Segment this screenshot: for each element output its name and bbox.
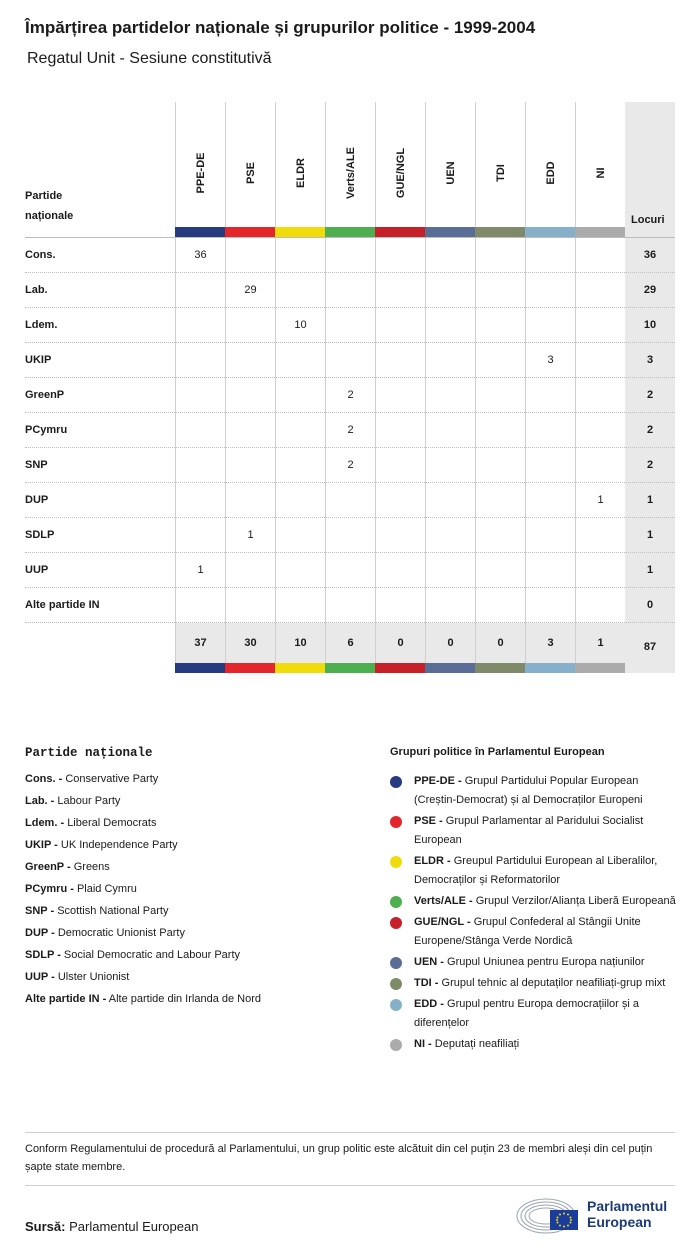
seat-cell [575,553,625,588]
seat-cell [575,413,625,448]
seat-cell [425,413,475,448]
top-colorbar-eldr [275,227,325,237]
seat-cell [175,483,225,518]
seat-cell [475,553,525,588]
party-legend-abbr: SDLP - [25,949,61,961]
group-legend-abbr: ELDR - [414,855,451,867]
bottom-colorbar-verts-ale [325,663,375,673]
row-total: 29 [643,284,657,296]
seat-cell [575,518,625,553]
row-total: 36 [643,249,657,261]
legend-dot-icon [390,816,402,828]
seat-cell [325,238,375,273]
seat-cell [325,308,375,343]
seat-cell [175,378,225,413]
bottom-colorbar-uen [425,663,475,673]
group-header-tdi [475,102,525,227]
parliament-emblem-icon [516,1197,582,1235]
parliament-logo [516,1196,680,1236]
seat-cell [175,308,225,343]
legend-dot-icon [390,1039,402,1051]
party-name: PCymru [25,424,68,436]
seat-cell [325,553,375,588]
seat-cell: 29 [225,273,275,308]
party-name: Alte partide IN [25,599,100,611]
party-legend-item [25,900,355,922]
group-legend-name: Grupul Parlamentar al Paridului Socialist European [414,815,644,846]
seat-cell [375,413,425,448]
seat-cell [325,343,375,378]
seat-cell [375,448,425,483]
table-row [25,238,675,273]
legend-dot-icon [390,999,402,1011]
page-subtitle: Regatul Unit - Sesiune constitutivă [27,50,272,67]
party-name: Lab. [25,284,48,296]
seat-cell [575,273,625,308]
party-legend-name: Alte partide din Irlanda de Nord [108,993,262,1005]
seat-cell [425,238,475,273]
party-legend-item [25,812,355,834]
group-header-label: GUE/NGL [394,147,407,199]
group-total: 0 [475,623,525,663]
legend-dot-icon [390,856,402,868]
group-total: 0 [425,623,475,663]
group-header-label: PSE [244,161,257,185]
table-row [25,343,675,378]
seat-cell [375,343,425,378]
seat-cell [375,308,425,343]
group-legend-name: Grupul tehnic al deputaților neafiliați-grup mixt [441,977,666,989]
seat-cell: 3 [525,343,575,378]
party-legend-abbr: Alte partide IN - [25,993,107,1005]
row-header-line2: naționale [25,210,74,222]
seat-cell [425,308,475,343]
group-legend-heading: Grupuri politice în Parlamentul European [390,746,605,758]
top-colorbar-ppe-de [175,227,225,237]
seat-cell [475,518,525,553]
party-legend-name: Plaid Cymru [76,883,137,895]
seat-cell: 1 [575,483,625,518]
seat-cell [375,518,425,553]
seat-cell [275,273,325,308]
seat-cell: 1 [225,518,275,553]
party-legend-abbr: UKIP - [25,839,58,851]
bottom-colorbar-pse [225,663,275,673]
party-legend-abbr: Ldem. - [25,817,65,829]
group-legend-name: Deputați neafiliați [434,1038,520,1050]
table-row [25,273,675,308]
group-total: 37 [175,623,225,663]
seat-cell [275,553,325,588]
row-total: 2 [646,424,654,436]
seat-cell [225,378,275,413]
row-total: 1 [646,494,654,506]
group-legend-abbr: NI - [414,1038,432,1050]
party-name: SNP [25,459,48,471]
group-header-ni [575,102,625,227]
group-legend-abbr: EDD - [414,998,444,1010]
seat-cell [275,238,325,273]
row-total: 1 [646,564,654,576]
group-legend-abbr: PSE - [414,815,443,827]
row-header-line1: Partide [25,190,63,202]
seat-cell [575,448,625,483]
legend-dot-icon [390,917,402,929]
seat-cell: 2 [325,378,375,413]
source-value: Parlamentul European [69,1219,199,1234]
seat-cell [175,588,225,623]
group-legend [390,746,680,1056]
seat-cell [425,378,475,413]
party-legend-item [25,768,355,790]
seat-cell [225,238,275,273]
seat-cell [175,413,225,448]
top-colorbar-pse [225,227,275,237]
group-header-uen [425,102,475,227]
group-legend-abbr: UEN - [414,956,444,968]
source-label: Sursă: [25,1219,66,1234]
party-legend-abbr: Lab. - [25,795,55,807]
row-total: 2 [646,459,654,471]
group-header-label: ELDR [294,158,307,188]
seat-cell [375,238,425,273]
party-legend-abbr: SNP - [25,905,55,917]
party-legend-name: Scottish National Party [57,905,169,917]
party-legend-item [25,856,355,878]
row-header [25,186,115,226]
party-legend-item [25,834,355,856]
seat-cell [275,448,325,483]
seat-cell [275,483,325,518]
group-header-pse [225,102,275,227]
group-total: 0 [375,623,425,663]
seat-cell [525,518,575,553]
page-title: Împărțirea partidelor naționale și grupurilor politice - 1999-2004 [25,18,536,37]
table-row [25,413,675,448]
table-row [25,308,675,343]
seat-cell [425,448,475,483]
top-colorbar-tdi [475,227,525,237]
note-divider-top [25,1132,675,1133]
table-row [25,378,675,413]
party-legend-abbr: UUP - [25,971,55,983]
seat-cell [325,273,375,308]
footnote: Conform Regulamentului de procedură al Parlamentului, un grup politic este alcătuit din cel puțin 23 de membri aleși din cel puțin șapte state membre. [25,1143,653,1173]
seat-cell [325,588,375,623]
table-row [25,448,675,483]
group-legend-name: Grupul Partidului Popular European (Creștin-Democrat) și al Democraților Europeni [414,775,643,806]
seat-cell [525,378,575,413]
seat-cell [375,483,425,518]
group-total: 3 [525,623,575,663]
party-name: SDLP [25,529,55,541]
group-legend-abbr: PPE-DE - [414,775,462,787]
seat-cell [425,483,475,518]
group-legend-item [390,974,680,993]
bottom-colorbar-gue-ngl [375,663,425,673]
group-legend-name: Greupul Partidului European al Liberalilor, Democraților și Reformatorilor [414,855,658,886]
party-legend-abbr: Cons. - [25,773,63,785]
seat-cell [575,378,625,413]
party-legend-abbr: GreenP - [25,861,71,873]
seat-cell [225,448,275,483]
seat-cell: 2 [325,413,375,448]
group-header-label: PPE-DE [194,152,207,194]
party-name: DUP [25,494,49,506]
seat-cell [475,588,525,623]
bottom-colorbar-tdi [475,663,525,673]
legend-dot-icon [390,896,402,908]
group-total: 6 [325,623,375,663]
group-total: 1 [575,623,625,663]
seat-cell [375,553,425,588]
seat-cell [575,588,625,623]
seat-cell [275,343,325,378]
seat-cell [375,273,425,308]
party-legend-name: UK Independence Party [60,839,178,851]
group-legend-name: Grupul pentru Europa democrațiilor și a diferențelor [414,998,639,1029]
party-legend-item [25,922,355,944]
seat-cell [475,273,525,308]
row-total: 3 [646,354,654,366]
note-divider-bottom [25,1185,675,1186]
row-total: 10 [643,319,657,331]
group-header-ppe-de [175,102,225,227]
seat-cell [225,308,275,343]
seat-cell [425,553,475,588]
table-row [25,588,675,623]
seat-cell [475,483,525,518]
seat-cell [525,413,575,448]
group-header-label: TDI [494,164,507,182]
party-legend-abbr: PCymru - [25,883,74,895]
bottom-colorbar-edd [525,663,575,673]
group-legend-name: Grupul Confederal al Stângii Unite Europene/Stânga Verde Nordică [414,916,641,947]
seat-cell [575,343,625,378]
party-name: Cons. [25,249,56,261]
party-legend-item [25,878,355,900]
party-legend-heading: Partide naționale [25,746,153,760]
party-name: UKIP [25,354,52,366]
party-legend-name: Liberal Democrats [67,817,157,829]
party-legend-name: Democratic Unionist Party [57,927,185,939]
logo-line2: European [587,1214,652,1230]
table-row [25,553,675,588]
group-header-verts-ale [325,102,375,227]
logo-line1: Parlamentul [587,1198,668,1214]
source [25,1219,198,1234]
seat-cell [475,378,525,413]
group-legend-abbr: GUE/NGL - [414,916,471,928]
seat-cell [225,413,275,448]
seat-cell: 36 [175,238,225,273]
top-colorbar-gue-ngl [375,227,425,237]
top-colorbar-uen [425,227,475,237]
top-colorbar-ni [575,227,625,237]
party-legend-name: Greens [73,861,110,873]
seat-cell [175,273,225,308]
seat-cell [275,413,325,448]
seat-cell [575,238,625,273]
party-legend-item [25,790,355,812]
seat-cell [525,553,575,588]
group-header-label: UEN [444,161,457,185]
group-legend-item [390,852,680,890]
party-legend-name: Social Democratic and Labour Party [63,949,241,961]
group-legend-item [390,812,680,850]
group-header-gue-ngl [375,102,425,227]
seat-cell [525,273,575,308]
group-legend-abbr: Verts/ALE - [414,895,473,907]
row-total: 0 [646,599,654,611]
group-total: 30 [225,623,275,663]
bottom-colorbar-ppe-de [175,663,225,673]
seat-cell [375,378,425,413]
top-colorbar-verts-ale [325,227,375,237]
seat-cell [525,483,575,518]
group-legend-abbr: TDI - [414,977,439,989]
seat-cell [475,448,525,483]
party-legend-name: Ulster Unionist [57,971,130,983]
party-name: UUP [25,564,49,576]
group-header-edd [525,102,575,227]
seat-cell [425,518,475,553]
top-colorbar-edd [525,227,575,237]
seat-cell [525,588,575,623]
seat-cell: 1 [175,553,225,588]
group-legend-item [390,892,680,911]
seat-cell [175,518,225,553]
party-name: Ldem. [25,319,58,331]
seat-cell [525,238,575,273]
seat-cell [225,588,275,623]
seat-cell [425,588,475,623]
group-legend-item [390,995,680,1033]
bottom-colorbar-ni [575,663,625,673]
seat-cell [475,238,525,273]
seat-cell [325,518,375,553]
party-legend-abbr: DUP - [25,927,55,939]
party-legend-name: Labour Party [57,795,121,807]
seat-cell: 10 [275,308,325,343]
group-legend-item [390,1035,680,1054]
seat-cell [325,483,375,518]
table-row [25,518,675,553]
seat-cell [225,553,275,588]
group-header-label: EDD [544,161,557,185]
group-header-label: Verts/ALE [344,147,357,199]
grand-total: 87 [643,641,657,653]
seat-cell [475,343,525,378]
legend-dot-icon [390,776,402,788]
legend-dot-icon [390,978,402,990]
group-legend-item [390,953,680,972]
seat-cell [275,378,325,413]
seat-cell [225,343,275,378]
group-legend-name: Grupul Uniunea pentru Europa națiunilor [447,956,645,968]
group-legend-item [390,772,680,810]
party-legend [25,746,355,1010]
legend-dot-icon [390,957,402,969]
seat-cell [425,343,475,378]
group-header-label: NI [594,167,607,179]
seat-cell [375,588,425,623]
seat-cell [475,413,525,448]
total-header: Locuri [631,214,665,226]
seat-cell [275,588,325,623]
group-header-eldr [275,102,325,227]
seat-cell [475,308,525,343]
seat-cell [525,448,575,483]
row-total: 1 [646,529,654,541]
group-total: 10 [275,623,325,663]
table-row [25,483,675,518]
seat-cell [225,483,275,518]
seat-cell [275,518,325,553]
row-total: 2 [646,389,654,401]
seat-cell [175,343,225,378]
seat-cell: 2 [325,448,375,483]
seat-cell [575,308,625,343]
seat-cell [175,448,225,483]
party-name: GreenP [25,389,65,401]
party-legend-item [25,944,355,966]
party-legend-name: Conservative Party [65,773,159,785]
seat-cell [525,308,575,343]
seat-cell [425,273,475,308]
group-legend-item [390,913,680,951]
bottom-colorbar-eldr [275,663,325,673]
group-legend-name: Grupul Verzilor/Alianța Liberă Europeană [475,895,676,907]
party-legend-item [25,988,355,1010]
party-legend-item [25,966,355,988]
